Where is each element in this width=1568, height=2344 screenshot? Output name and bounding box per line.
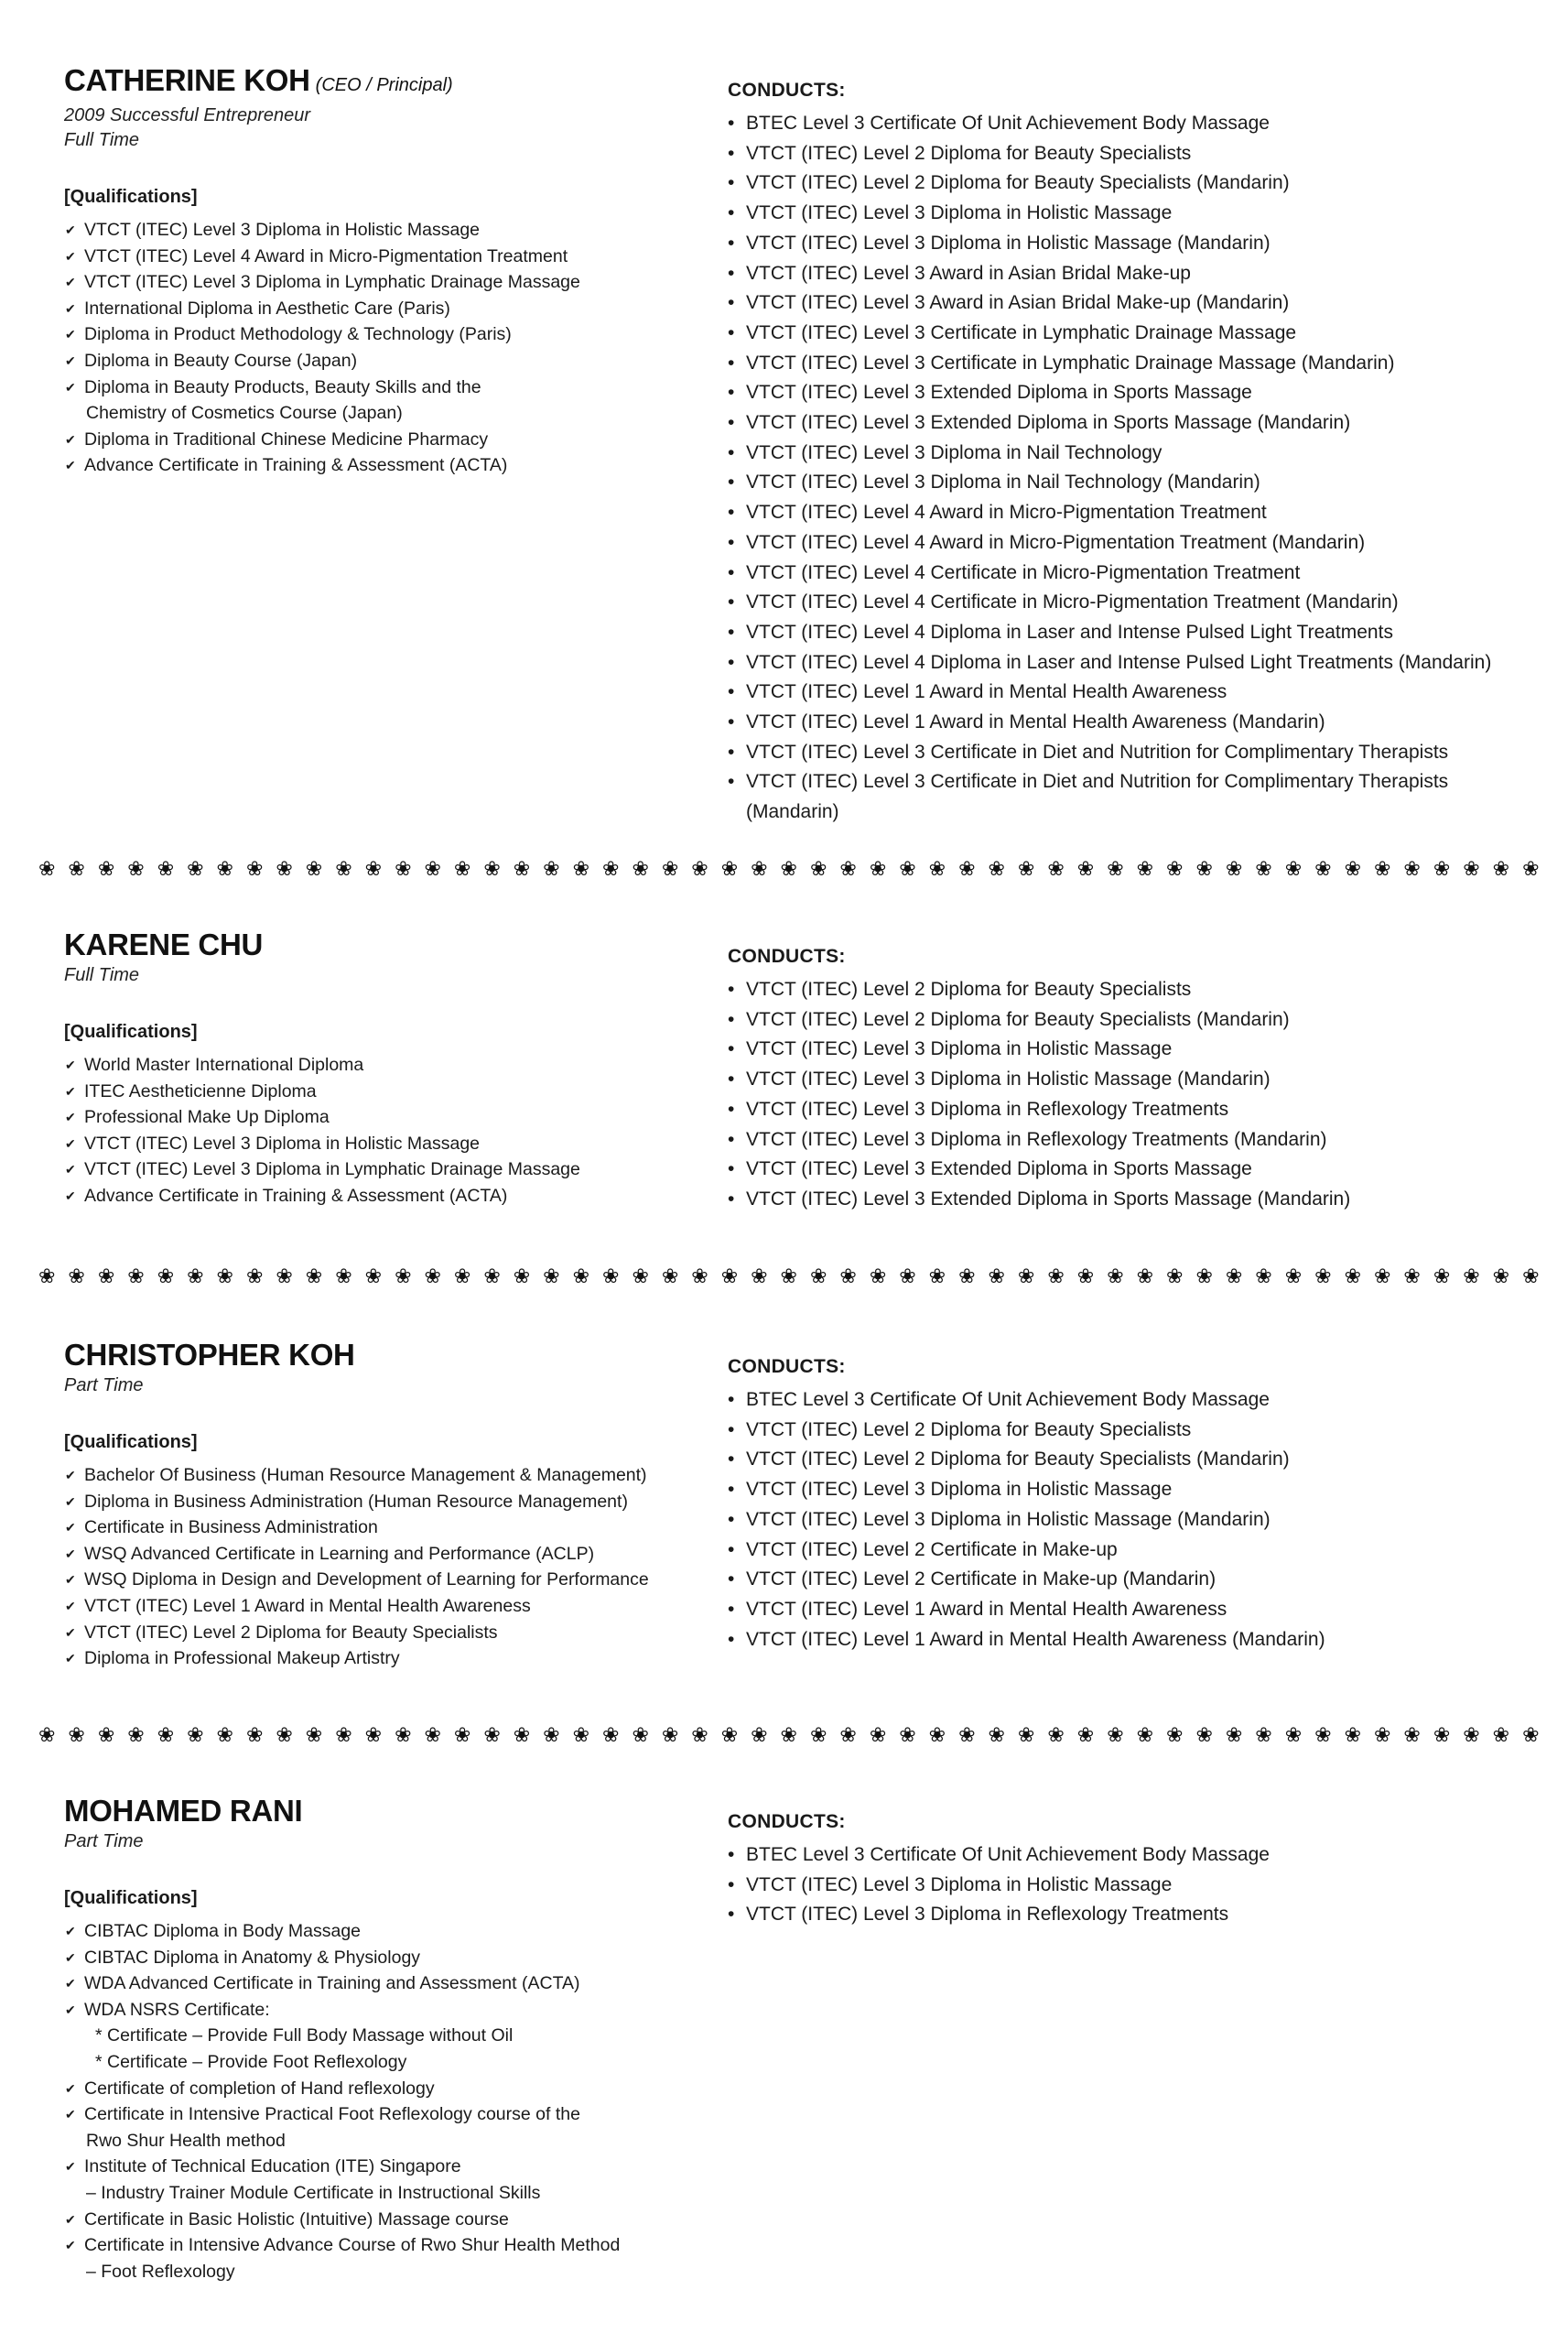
flower-icon: ❀ (1314, 857, 1332, 880)
qualification-item: ✔ CIBTAC Diploma in Body Massage (64, 1918, 687, 1945)
flower-icon: ❀ (691, 857, 708, 880)
flower-icon: ❀ (751, 1264, 768, 1287)
flower-icon: ❀ (364, 857, 383, 880)
conducts-heading: CONDUCTS: (728, 80, 846, 101)
flower-icon: ❀ (1195, 1264, 1213, 1287)
qualification-item-continuation: Chemistry of Cosmetics Course (Japan) (86, 403, 403, 424)
flower-icon: ❀ (305, 1723, 323, 1746)
conducts-heading: CONDUCTS: (728, 1811, 846, 1832)
qualification-item-continuation: Rwo Shur Health method (86, 2130, 286, 2151)
trainer-name: CHRISTOPHER KOH (64, 1338, 355, 1372)
flower-icon: ❀ (543, 857, 560, 880)
conducts-item: • VTCT (ITEC) Level 1 Award in Mental Health Awareness (728, 678, 1533, 708)
qualification-item: ✔ VTCT (ITEC) Level 3 Diploma in Lymphatic Drainage Massage (64, 269, 687, 296)
employment-type: Part Time (64, 1831, 144, 1851)
flower-icon: ❀ (720, 857, 739, 880)
conducts-heading: CONDUCTS: (728, 946, 846, 967)
qualification-item: ✔ Certificate of completion of Hand reflexology (64, 2076, 687, 2102)
conducts-item: • VTCT (ITEC) Level 4 Diploma in Laser and Intense Pulsed Light Treatments (Mandarin) (728, 648, 1533, 678)
qualifications-list (64, 217, 687, 479)
flower-icon: ❀ (602, 857, 620, 880)
flower-icon: ❀ (38, 857, 56, 880)
flower-icon: ❀ (780, 1264, 797, 1287)
conducts-item: • VTCT (ITEC) Level 3 Award in Asian Bridal Make-up (Mandarin) (728, 288, 1533, 319)
flower-icon: ❀ (661, 1264, 679, 1287)
qualification-item: ✔ Diploma in Professional Makeup Artistry (64, 1645, 687, 1672)
flower-icon: ❀ (1463, 1264, 1480, 1287)
conducts-item: • VTCT (ITEC) Level 3 Diploma in Reflexology Treatments (Mandarin) (728, 1125, 1533, 1156)
flower-icon: ❀ (869, 1264, 887, 1287)
flower-icon: ❀ (395, 857, 412, 880)
qualification-item: ✔ VTCT (ITEC) Level 3 Diploma in Holistic Massage (64, 1131, 687, 1157)
flower-icon: ❀ (335, 857, 352, 880)
conducts-item: • BTEC Level 3 Certificate Of Unit Achievement Body Massage (728, 1840, 1533, 1871)
flower-icon: ❀ (1195, 857, 1213, 880)
qualification-item: ✔ Bachelor Of Business (Human Resource Management & Management) (64, 1462, 687, 1489)
flower-icon: ❀ (1076, 1723, 1095, 1746)
conducts-list (728, 975, 1533, 1215)
flower-icon: ❀ (305, 857, 323, 880)
flower-icon: ❀ (1344, 1264, 1361, 1287)
qualification-item: ✔ Certificate in Intensive Advance Course of Rwo Shur Health Method (64, 2232, 687, 2259)
flower-icon: ❀ (1195, 1723, 1213, 1746)
flower-icon: ❀ (661, 857, 679, 880)
flower-icon: ❀ (1136, 857, 1154, 880)
flower-icon: ❀ (187, 1723, 204, 1746)
qualification-item: ✔ VTCT (ITEC) Level 3 Diploma in Lymphatic Drainage Massage (64, 1156, 687, 1183)
flower-icon: ❀ (661, 1723, 679, 1746)
flower-icon: ❀ (1107, 1264, 1124, 1287)
conducts-item: • VTCT (ITEC) Level 2 Certificate in Make-up (728, 1536, 1533, 1566)
qualification-item: ✔ VTCT (ITEC) Level 4 Award in Micro-Pigmentation Treatment (64, 244, 687, 270)
flower-icon: ❀ (216, 857, 233, 880)
employment-type: Part Time (64, 1375, 144, 1395)
flower-icon: ❀ (809, 1723, 827, 1746)
conducts-item: • VTCT (ITEC) Level 3 Diploma in Holistic Massage (728, 1475, 1533, 1505)
flower-icon: ❀ (1522, 1264, 1540, 1287)
flower-icon: ❀ (988, 1264, 1005, 1287)
flower-icon: ❀ (899, 1723, 916, 1746)
flower-icon: ❀ (809, 1264, 827, 1287)
flower-icon: ❀ (928, 1723, 946, 1746)
flower-icon: ❀ (572, 1264, 590, 1287)
qualification-item: ✔ International Diploma in Aesthetic Care (Paris) (64, 296, 687, 322)
qualification-item: ✔ ITEC Aestheticienne Diploma (64, 1079, 687, 1105)
conducts-item: • VTCT (ITEC) Level 3 Diploma in Holistic Massage (Mandarin) (728, 229, 1533, 259)
trainer-subtitle: 2009 Successful Entrepreneur (64, 105, 311, 125)
trainer-role: (CEO / Principal) (315, 75, 453, 95)
flower-icon: ❀ (720, 1723, 739, 1746)
flower-icon: ❀ (335, 1723, 352, 1746)
flower-icon: ❀ (483, 1723, 501, 1746)
flower-icon: ❀ (1225, 857, 1243, 880)
flower-icon: ❀ (1166, 1723, 1184, 1746)
flower-icon: ❀ (68, 1264, 85, 1287)
flower-icon: ❀ (1463, 1723, 1480, 1746)
flower-icon: ❀ (1463, 857, 1480, 880)
qualification-item: ✔ Diploma in Product Methodology & Technology (Paris) (64, 321, 687, 348)
flower-icon: ❀ (364, 1723, 383, 1746)
flower-icon: ❀ (513, 1723, 531, 1746)
flower-icon: ❀ (187, 1264, 204, 1287)
flower-icon: ❀ (839, 1264, 857, 1287)
flower-divider (38, 858, 1540, 880)
flower-icon: ❀ (1255, 1264, 1272, 1287)
employment-type: Full Time (64, 965, 140, 985)
qualifications-heading: [Qualifications] (64, 1432, 198, 1452)
conducts-item: • VTCT (ITEC) Level 4 Certificate in Micro-Pigmentation Treatment (Mandarin) (728, 588, 1533, 618)
flower-icon: ❀ (869, 857, 887, 880)
conducts-item: • VTCT (ITEC) Level 2 Diploma for Beauty Specialists (Mandarin) (728, 1005, 1533, 1036)
qualification-item: ✔ Diploma in Beauty Course (Japan) (64, 348, 687, 374)
conducts-item-continuation: (Mandarin) (746, 801, 839, 823)
flower-icon: ❀ (1403, 1723, 1421, 1746)
qualification-item: ✔ Diploma in Beauty Products, Beauty Skills and the (64, 374, 687, 401)
flower-icon: ❀ (928, 857, 946, 880)
trainer-name: KARENE CHU (64, 928, 264, 961)
conducts-item: • VTCT (ITEC) Level 4 Diploma in Laser and Intense Pulsed Light Treatments (728, 618, 1533, 648)
flower-icon: ❀ (839, 857, 857, 880)
flower-icon: ❀ (97, 1723, 115, 1746)
qualification-item: ✔ Certificate in Intensive Practical Foot Reflexology course of the (64, 2101, 687, 2128)
conducts-item: • VTCT (ITEC) Level 3 Award in Asian Bridal Make-up (728, 259, 1533, 289)
flower-icon: ❀ (780, 1723, 797, 1746)
conducts-list (728, 1840, 1533, 1930)
flower-icon: ❀ (720, 1264, 739, 1287)
flower-icon: ❀ (988, 1723, 1005, 1746)
flower-icon: ❀ (572, 857, 590, 880)
conducts-item: • VTCT (ITEC) Level 3 Diploma in Holistic Massage (Mandarin) (728, 1505, 1533, 1536)
qualifications-heading: [Qualifications] (64, 187, 198, 207)
qualification-item-continuation: – Industry Trainer Module Certificate in Instructional Skills (86, 2182, 541, 2203)
flower-icon: ❀ (305, 1264, 323, 1287)
flower-icon: ❀ (97, 857, 115, 880)
conducts-item: • VTCT (ITEC) Level 3 Certificate in Lymphatic Drainage Massage (728, 319, 1533, 349)
flower-icon: ❀ (572, 1723, 590, 1746)
conducts-item: • BTEC Level 3 Certificate Of Unit Achievement Body Massage (728, 1385, 1533, 1416)
conducts-item: • VTCT (ITEC) Level 3 Diploma in Nail Technology (Mandarin) (728, 468, 1533, 498)
flower-icon: ❀ (1373, 1264, 1391, 1287)
flower-icon: ❀ (483, 857, 501, 880)
flower-icon: ❀ (1076, 1264, 1095, 1287)
qualification-item: ✔ Institute of Technical Education (ITE) Singapore (64, 2154, 687, 2180)
flower-icon: ❀ (1403, 1264, 1421, 1287)
flower-icon: ❀ (1047, 1723, 1065, 1746)
conducts-item: • VTCT (ITEC) Level 2 Diploma for Beauty Specialists (Mandarin) (728, 1445, 1533, 1475)
qualification-item: ✔ Diploma in Traditional Chinese Medicine Pharmacy (64, 427, 687, 453)
flower-icon: ❀ (364, 1264, 383, 1287)
flower-icon: ❀ (157, 857, 175, 880)
flower-icon: ❀ (751, 1723, 768, 1746)
flower-icon: ❀ (602, 1723, 620, 1746)
conducts-item: • VTCT (ITEC) Level 2 Diploma for Beauty Specialists (728, 139, 1533, 169)
qualification-item: ✔ VTCT (ITEC) Level 1 Award in Mental Health Awareness (64, 1593, 687, 1620)
flower-icon: ❀ (1047, 857, 1065, 880)
conducts-item: • VTCT (ITEC) Level 3 Certificate in Diet and Nutrition for Complimentary Therapists (728, 767, 1533, 798)
flower-icon: ❀ (809, 857, 827, 880)
flower-icon: ❀ (1166, 857, 1184, 880)
conducts-item: • VTCT (ITEC) Level 2 Diploma for Beauty Specialists (728, 975, 1533, 1005)
flower-icon: ❀ (1403, 857, 1421, 880)
flower-divider (38, 1265, 1540, 1287)
trainer-name: MOHAMED RANI (64, 1794, 303, 1828)
conducts-item: • VTCT (ITEC) Level 3 Diploma in Holistic Massage (Mandarin) (728, 1065, 1533, 1095)
flower-icon: ❀ (958, 1264, 976, 1287)
flower-icon: ❀ (1373, 857, 1391, 880)
flower-icon: ❀ (691, 1264, 708, 1287)
conducts-item: • VTCT (ITEC) Level 4 Certificate in Micro-Pigmentation Treatment (728, 559, 1533, 589)
flower-icon: ❀ (245, 1264, 264, 1287)
flower-icon: ❀ (424, 1723, 441, 1746)
flower-icon: ❀ (1314, 1264, 1332, 1287)
conducts-item: • VTCT (ITEC) Level 3 Diploma in Holistic Massage (728, 199, 1533, 229)
qualification-item-continuation: * Certificate – Provide Full Body Massage without Oil (95, 2025, 514, 2046)
flower-icon: ❀ (1107, 857, 1124, 880)
flower-icon: ❀ (97, 1264, 115, 1287)
flower-icon: ❀ (751, 857, 768, 880)
flower-icon: ❀ (483, 1264, 501, 1287)
conducts-item: • VTCT (ITEC) Level 3 Certificate in Lymphatic Drainage Massage (Mandarin) (728, 349, 1533, 379)
flower-icon: ❀ (1136, 1723, 1154, 1746)
conducts-list (728, 1385, 1533, 1655)
flower-icon: ❀ (1344, 857, 1361, 880)
conducts-item: • VTCT (ITEC) Level 3 Certificate in Diet and Nutrition for Complimentary Therapists (728, 738, 1533, 768)
flower-icon: ❀ (127, 857, 145, 880)
flower-icon: ❀ (1225, 1264, 1243, 1287)
flower-icon: ❀ (1433, 1264, 1451, 1287)
flower-icon: ❀ (1107, 1723, 1124, 1746)
flower-icon: ❀ (1522, 857, 1540, 880)
flower-icon: ❀ (424, 857, 441, 880)
flower-icon: ❀ (216, 1264, 233, 1287)
flower-icon: ❀ (1136, 1264, 1154, 1287)
qualification-item: ✔ WDA NSRS Certificate: (64, 1997, 687, 2024)
conducts-item: • VTCT (ITEC) Level 3 Extended Diploma in Sports Massage (Mandarin) (728, 1185, 1533, 1215)
flower-icon: ❀ (187, 857, 204, 880)
flower-icon: ❀ (958, 1723, 976, 1746)
qualification-item: ✔ Diploma in Business Administration (Human Resource Management) (64, 1489, 687, 1515)
qualification-item: ✔ Certificate in Business Administration (64, 1514, 687, 1541)
flower-icon: ❀ (127, 1264, 145, 1287)
flower-divider (38, 1724, 1540, 1746)
conducts-item: • VTCT (ITEC) Level 1 Award in Mental Health Awareness (Mandarin) (728, 1625, 1533, 1655)
flower-icon: ❀ (839, 1723, 857, 1746)
qualification-item: ✔ VTCT (ITEC) Level 3 Diploma in Holistic Massage (64, 217, 687, 244)
qualification-item: ✔ WSQ Diploma in Design and Development of Learning for Performance (64, 1567, 687, 1593)
flower-icon: ❀ (1522, 1723, 1540, 1746)
flower-icon: ❀ (1255, 857, 1272, 880)
flower-icon: ❀ (453, 857, 471, 880)
flower-icon: ❀ (1284, 1264, 1303, 1287)
flower-icon: ❀ (513, 1264, 531, 1287)
flower-icon: ❀ (38, 1264, 56, 1287)
conducts-item: • VTCT (ITEC) Level 3 Diploma in Reflexology Treatments (728, 1095, 1533, 1125)
flower-icon: ❀ (899, 857, 916, 880)
flower-icon: ❀ (928, 1264, 946, 1287)
flower-icon: ❀ (68, 1723, 85, 1746)
conducts-item: • VTCT (ITEC) Level 3 Extended Diploma in Sports Massage (Mandarin) (728, 408, 1533, 439)
flower-icon: ❀ (276, 1723, 293, 1746)
conducts-item: • VTCT (ITEC) Level 4 Award in Micro-Pigmentation Treatment (728, 498, 1533, 528)
flower-icon: ❀ (632, 1264, 649, 1287)
conducts-item: • VTCT (ITEC) Level 4 Award in Micro-Pigmentation Treatment (Mandarin) (728, 528, 1533, 559)
flower-icon: ❀ (1017, 1723, 1035, 1746)
flower-icon: ❀ (1017, 1264, 1035, 1287)
flower-icon: ❀ (1047, 1264, 1065, 1287)
flower-icon: ❀ (691, 1723, 708, 1746)
qualification-item: ✔ Advance Certificate in Training & Assessment (ACTA) (64, 1183, 687, 1210)
flower-icon: ❀ (1492, 1723, 1510, 1746)
flower-icon: ❀ (245, 857, 264, 880)
flower-icon: ❀ (1433, 1723, 1451, 1746)
qualification-item-continuation: – Foot Reflexology (86, 2261, 235, 2282)
qualification-item: ✔ World Master International Diploma (64, 1052, 687, 1079)
conducts-item: • VTCT (ITEC) Level 3 Extended Diploma in Sports Massage (728, 378, 1533, 408)
flower-icon: ❀ (1492, 1264, 1510, 1287)
flower-icon: ❀ (899, 1264, 916, 1287)
qualification-item: ✔ WSQ Advanced Certificate in Learning and Performance (ACLP) (64, 1541, 687, 1568)
flower-icon: ❀ (1166, 1264, 1184, 1287)
qualifications-list (64, 1918, 687, 2284)
conducts-item: • BTEC Level 3 Certificate Of Unit Achievement Body Massage (728, 109, 1533, 139)
flower-icon: ❀ (216, 1723, 233, 1746)
flower-icon: ❀ (632, 1723, 649, 1746)
flower-icon: ❀ (513, 857, 531, 880)
qualifications-heading: [Qualifications] (64, 1022, 198, 1042)
conducts-item: • VTCT (ITEC) Level 2 Diploma for Beauty Specialists (728, 1416, 1533, 1446)
flower-icon: ❀ (1284, 857, 1303, 880)
conducts-item: • VTCT (ITEC) Level 3 Diploma in Holistic Massage (728, 1035, 1533, 1065)
conducts-item: • VTCT (ITEC) Level 1 Award in Mental Health Awareness (Mandarin) (728, 708, 1533, 738)
qualification-item: ✔ VTCT (ITEC) Level 2 Diploma for Beauty Specialists (64, 1620, 687, 1646)
flower-icon: ❀ (543, 1723, 560, 1746)
flower-icon: ❀ (38, 1723, 56, 1746)
flower-icon: ❀ (453, 1723, 471, 1746)
flower-icon: ❀ (1255, 1723, 1272, 1746)
flower-icon: ❀ (958, 857, 976, 880)
qualifications-heading: [Qualifications] (64, 1888, 198, 1908)
flower-icon: ❀ (1373, 1723, 1391, 1746)
flower-icon: ❀ (1344, 1723, 1361, 1746)
flower-icon: ❀ (543, 1264, 560, 1287)
employment-type: Full Time (64, 130, 140, 150)
flower-icon: ❀ (602, 1264, 620, 1287)
flower-icon: ❀ (1314, 1723, 1332, 1746)
conducts-item: • VTCT (ITEC) Level 2 Certificate in Make-up (Mandarin) (728, 1565, 1533, 1595)
flower-icon: ❀ (276, 857, 293, 880)
flower-icon: ❀ (1433, 857, 1451, 880)
qualification-item: ✔ CIBTAC Diploma in Anatomy & Physiology (64, 1945, 687, 1971)
flower-icon: ❀ (988, 857, 1005, 880)
flower-icon: ❀ (869, 1723, 887, 1746)
flower-icon: ❀ (1225, 1723, 1243, 1746)
flower-icon: ❀ (780, 857, 797, 880)
qualification-item-continuation: * Certificate – Provide Foot Reflexology (95, 2051, 407, 2072)
qualifications-list (64, 1462, 687, 1672)
flower-icon: ❀ (1284, 1723, 1303, 1746)
qualification-item: ✔ Certificate in Basic Holistic (Intuitive) Massage course (64, 2207, 687, 2233)
flower-icon: ❀ (395, 1723, 412, 1746)
flower-icon: ❀ (632, 857, 649, 880)
flower-icon: ❀ (68, 857, 85, 880)
flower-icon: ❀ (395, 1264, 412, 1287)
flower-icon: ❀ (157, 1723, 175, 1746)
flower-icon: ❀ (1017, 857, 1035, 880)
conducts-item: • VTCT (ITEC) Level 3 Diploma in Holistic Massage (728, 1871, 1533, 1901)
conducts-item: • VTCT (ITEC) Level 3 Diploma in Reflexology Treatments (728, 1900, 1533, 1930)
flower-icon: ❀ (1076, 857, 1095, 880)
qualification-item: ✔ Advance Certificate in Training & Assessment (ACTA) (64, 452, 687, 479)
trainer-name: CATHERINE KOH (CEO / Principal) (64, 63, 453, 97)
flower-icon: ❀ (127, 1723, 145, 1746)
conducts-item: • VTCT (ITEC) Level 3 Extended Diploma in Sports Massage (728, 1155, 1533, 1185)
qualification-item: ✔ WDA Advanced Certificate in Training and Assessment (ACTA) (64, 1970, 687, 1997)
flower-icon: ❀ (276, 1264, 293, 1287)
conducts-item: • VTCT (ITEC) Level 3 Diploma in Nail Technology (728, 439, 1533, 469)
flower-icon: ❀ (245, 1723, 264, 1746)
flower-icon: ❀ (424, 1264, 441, 1287)
flower-icon: ❀ (157, 1264, 175, 1287)
flower-icon: ❀ (453, 1264, 471, 1287)
qualifications-list (64, 1052, 687, 1210)
flower-icon: ❀ (1492, 857, 1510, 880)
conducts-item: • VTCT (ITEC) Level 2 Diploma for Beauty Specialists (Mandarin) (728, 168, 1533, 199)
conducts-item: • VTCT (ITEC) Level 1 Award in Mental Health Awareness (728, 1595, 1533, 1625)
conducts-heading: CONDUCTS: (728, 1356, 846, 1377)
qualification-item: ✔ Professional Make Up Diploma (64, 1104, 687, 1131)
conducts-list (728, 109, 1533, 828)
flower-icon: ❀ (335, 1264, 352, 1287)
